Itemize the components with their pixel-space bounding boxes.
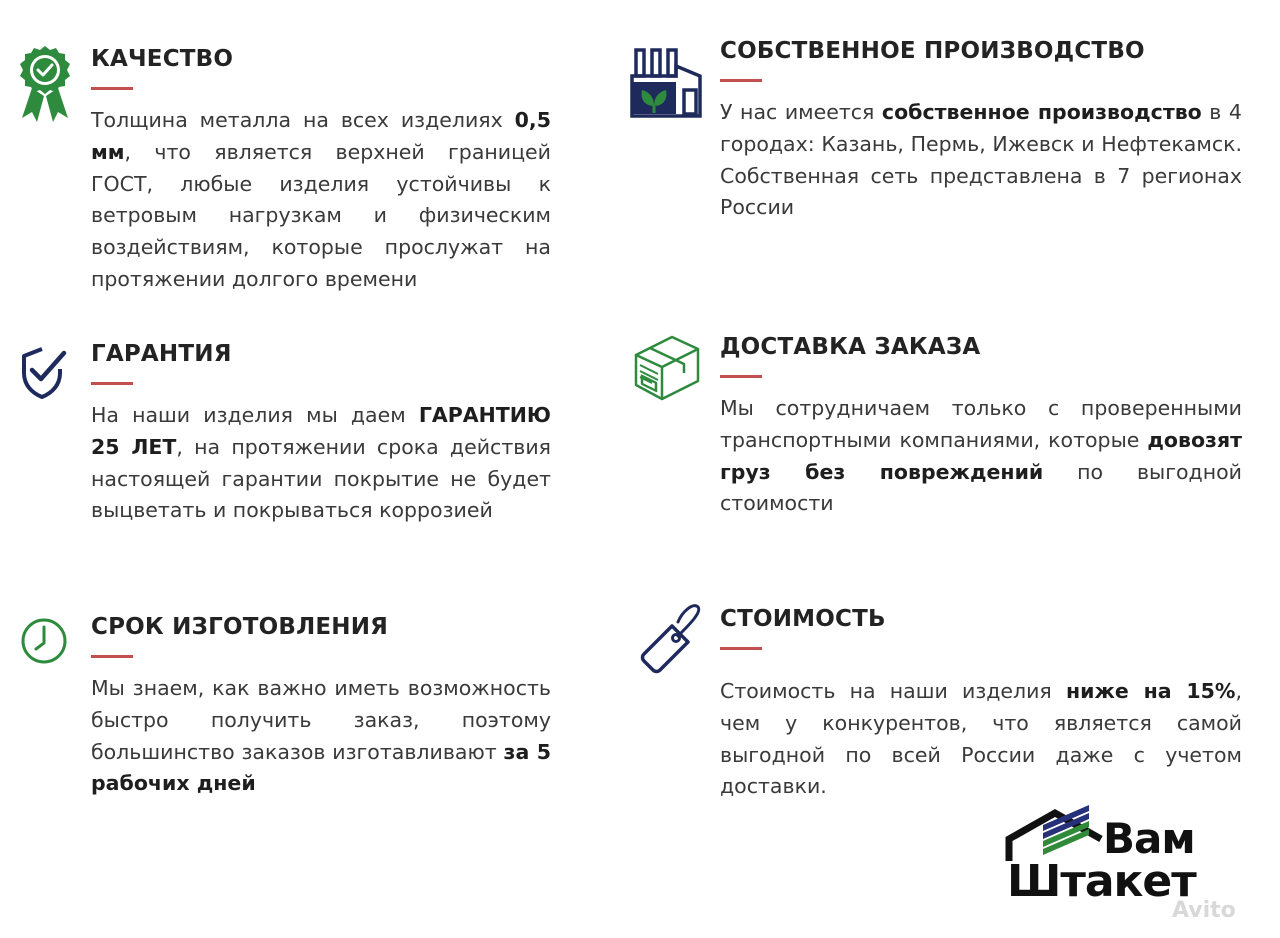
- feature-title: СТОИМОСТЬ: [720, 606, 886, 632]
- feature-title: ГАРАНТИЯ: [91, 341, 232, 367]
- feature-description: [91, 105, 551, 296]
- body-text: На наши изделия мы даем: [91, 403, 419, 427]
- title-underline: [720, 79, 762, 82]
- avito-watermark: Avito: [1172, 898, 1236, 923]
- body-text: , что является верхней границей ГОСТ, любые изделия устойчивы к ветровым нагрузкам и физическим воздействиям, которые прослужат на протяжении долгого времени: [91, 139, 551, 291]
- body-text: Стоимость на наши изделия: [720, 679, 1066, 703]
- highlight-text: собственное производство: [881, 100, 1202, 124]
- feature-description: [720, 393, 1242, 520]
- logo-text-line1: Вам: [1103, 814, 1195, 863]
- body-text: , чем у конкурентов, что является самой выгодной по всей России даже с учетом доставки.: [720, 679, 1242, 799]
- award-ribbon-icon: [16, 44, 74, 124]
- body-text: по выгодной стоимости: [720, 459, 1242, 516]
- feature-title: СОБСТВЕННОЕ ПРОИЗВОДСТВО: [720, 38, 1145, 64]
- highlight-text: 0,5 мм: [91, 108, 551, 164]
- feature-description: [91, 400, 551, 527]
- brand-logo: [1005, 805, 1220, 905]
- feature-production: [720, 37, 1242, 224]
- package-box-icon: [632, 333, 702, 403]
- highlight-text: ниже на 15%: [1065, 679, 1236, 703]
- feature-title: СРОК ИЗГОТОВЛЕНИЯ: [91, 614, 389, 640]
- clock-icon: [20, 617, 68, 665]
- feature-description: [720, 97, 1242, 224]
- body-text: Мы знаем, как важно иметь возможность быстро получить заказ, поэтому большинство заказов изготавливают: [91, 676, 551, 764]
- highlight-text: ГАРАНТИЮ 25 ЛЕТ: [91, 403, 551, 459]
- title-underline: [91, 655, 133, 658]
- feature-quality: [91, 45, 551, 296]
- body-text: в 4 городах: Казань, Пермь, Ижевск и Нефтекамск. Собственная сеть представлена в 7 регионах России: [720, 100, 1242, 220]
- title-underline: [91, 382, 133, 385]
- shield-check-icon: [20, 345, 68, 399]
- feature-description: [91, 673, 551, 800]
- feature-description: [720, 676, 1242, 803]
- body-text: , на протяжении срока действия настоящей гарантии покрытие не будет выцветать и покрываться коррозией: [91, 434, 551, 523]
- feature-title: КАЧЕСТВО: [91, 46, 234, 72]
- title-underline: [720, 647, 762, 650]
- feature-lead-time: [91, 613, 551, 800]
- title-underline: [720, 375, 762, 378]
- body-text: Мы сотрудничаем только с проверенными транспортными компаниями, которые: [720, 396, 1242, 452]
- feature-delivery: [720, 333, 1242, 520]
- highlight-text: за 5 рабочих дней: [91, 739, 551, 796]
- factory-icon: [630, 44, 704, 120]
- body-text: Толщина металла на всех изделиях: [91, 108, 515, 132]
- body-text: У нас имеется: [720, 100, 882, 124]
- feature-price: [720, 605, 1242, 803]
- feature-title: ДОСТАВКА ЗАКАЗА: [720, 334, 981, 360]
- price-tag-icon: [638, 602, 710, 676]
- logo-text-line2: Штакет: [1007, 856, 1196, 907]
- title-underline: [91, 87, 133, 90]
- feature-warranty: [91, 340, 551, 527]
- highlight-text: довозят груз без повреждений: [720, 427, 1242, 484]
